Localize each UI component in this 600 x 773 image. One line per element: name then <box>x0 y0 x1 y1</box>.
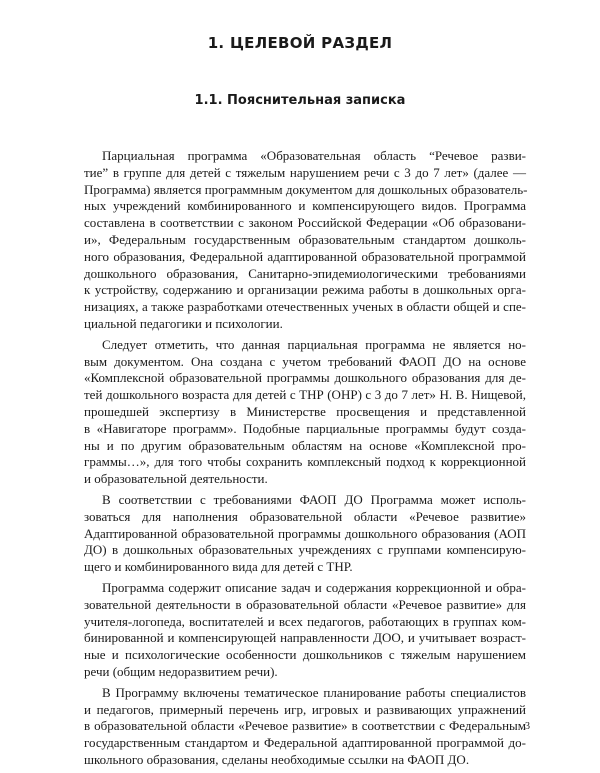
text-line: граммы…», для того чтобы сохранить комплексный подход к коррекционной <box>84 454 526 470</box>
text-line: и образовательной деятельности. <box>84 471 268 487</box>
text-line: ДО) в дошкольных образовательных учреждениях с группами компенсирую- <box>84 542 526 558</box>
text-line: зовательной деятельности в образовательной области «Речевое развитие» для <box>84 596 526 612</box>
paragraph <box>84 492 526 576</box>
text-line: щего и комбинированного вида для детей с ТНР. <box>84 559 353 575</box>
text-line: к устройству, содержанию и организации режима работы в дошкольных орга- <box>84 282 526 298</box>
text-line: речи (общим недоразвитием речи). <box>84 663 278 679</box>
subsection-heading: 1.1. Пояснительная записка <box>194 93 406 108</box>
text-line: ны и по другим образовательным областям на основе «Комплексной про- <box>84 437 526 453</box>
text-line: циальной педагогики и психологии. <box>84 315 283 331</box>
text-line: государственным стандартом и Федеральной адаптированной программой до- <box>84 735 526 751</box>
text-line: низациях, а также разработками отечественных ученых в области общей и спе- <box>84 299 526 315</box>
text-line: вым документом. Она создана с учетом требований ФАОП ДО на основе <box>84 353 526 369</box>
section-heading: 1. ЦЕЛЕВОЙ РАЗДЕЛ <box>207 34 393 52</box>
text-line: ные и психологические особенности дошкольников с тяжелым нарушением <box>84 647 526 663</box>
paragraph <box>84 685 526 769</box>
text-line: В соответствии с требованиями ФАОП ДО Программа может исполь- <box>102 491 526 507</box>
body-text <box>84 148 526 773</box>
text-line: Адаптированной образовательной программы дошкольного образования (АОП <box>84 525 526 541</box>
text-line: В Программу включены тематическое планирование работы специалистов <box>102 684 526 700</box>
text-line: «Комплексной образовательной программы дошкольного образования для де- <box>84 370 526 386</box>
text-line: в образовательной области «Речевое развитие» в соответствии с Федеральным <box>84 718 526 734</box>
text-line: в «Навигаторе программ». Подобные парциальные программы будут созда- <box>84 420 526 436</box>
text-line: составлена в соответствии с законом Российской Федерации «Об образовани- <box>84 215 526 231</box>
text-line: и», Федеральным государственным образовательным стандартом дошколь- <box>84 231 526 247</box>
paragraph <box>84 337 526 488</box>
text-line: учителя-логопеда, воспитателей и всех педагогов, работающих в группах ком- <box>84 613 526 629</box>
text-line: школьного образования, сделаны необходимые ссылки на ФАОП ДО. <box>84 751 470 767</box>
text-line: и педагогов, примерный перечень игр, игровых и развивающих упражнений <box>84 701 526 717</box>
text-line: тие” в группе для детей с тяжелым нарушением речи с 3 до 7 лет» (далее — <box>84 164 526 180</box>
text-line: тей дошкольного возраста для детей с ТНР (ОНР) с 3 до 7 лет» Н. В. Нищевой, <box>84 387 526 403</box>
text-line: Парциальная программа «Образовательная область “Речевое разви- <box>102 148 526 163</box>
text-line: Программа) является программным документом для дошкольных образователь- <box>84 181 528 197</box>
paragraph <box>84 148 526 333</box>
text-line: Следует отметить, что данная парциальная программа не является но- <box>102 336 526 352</box>
text-line: Программа содержит описание задач и содержания коррекционной и обра- <box>102 579 526 595</box>
paragraph <box>84 580 526 681</box>
text-line: бинированной и компенсирующей направленности ДОО, и учитывает возраст- <box>84 630 526 646</box>
text-line: прошедшей экспертизу в Министерстве просвещения и представленной <box>84 403 526 419</box>
text-line: дошкольного образования, Санитарно-эпидемиологическими требованиями <box>84 265 526 281</box>
text-line: зоваться для наполнения образовательной области «Речевое развитие» <box>84 508 526 524</box>
page-number: 3 <box>525 721 530 732</box>
text-line: ного образования, Федеральной адаптированной образовательной программой <box>84 248 526 264</box>
text-line: ных учреждений комбинированного и компенсирующего видов. Программа <box>84 198 526 214</box>
